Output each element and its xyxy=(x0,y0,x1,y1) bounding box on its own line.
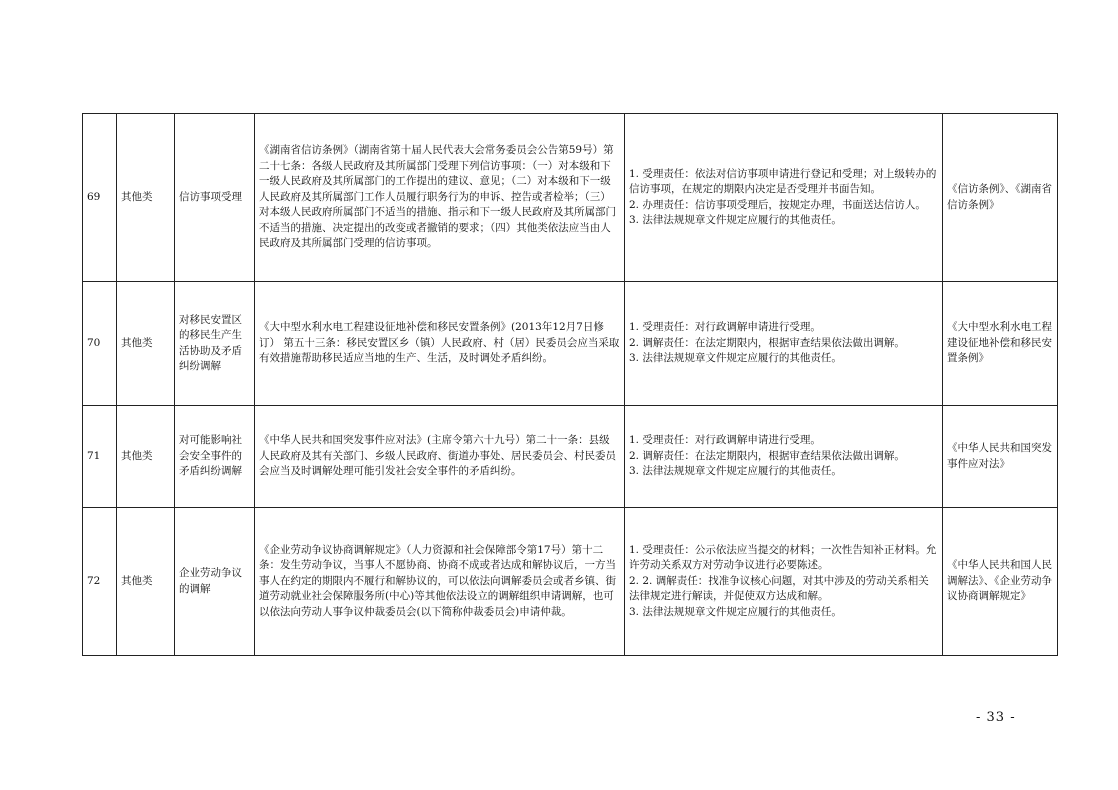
row-responsibilities xyxy=(625,406,943,508)
row-number: 71 xyxy=(83,406,117,508)
table-row xyxy=(83,282,1058,406)
responsibility-line: 1. 受理责任：依法对信访事项申请进行登记和受理；对上级转办的信访事项，在规定的期限内决定是否受理并书面告知。 xyxy=(629,167,937,195)
responsibility-line: 2. 办理责任：信访事项受理后，按规定办理，书面送达信访人。 xyxy=(629,198,926,211)
row-item-name: 信访事项受理 xyxy=(175,114,255,282)
row-number: 69 xyxy=(83,114,117,282)
row-category: 其他类 xyxy=(117,508,175,656)
row-legal-basis: 《中华人民共和国突发事件应对法》(主席令第六十九号）第二十一条：县级人民政府及其有关部门、乡级人民政府、街道办事处、居民委员会、村民委员会应当及时调解处理可能引发社会安全事件的矛盾纠纷。 xyxy=(255,406,625,508)
responsibility-line: 2. 调解责任：在法定期限内，根据审查结果依法做出调解。 xyxy=(629,336,905,349)
table-row xyxy=(83,406,1058,508)
row-category: 其他类 xyxy=(117,282,175,406)
row-category: 其他类 xyxy=(117,114,175,282)
row-responsibilities xyxy=(625,508,943,656)
row-legal-basis: 《湖南省信访条例》（湖南省第十届人民代表大会常务委员会公告第59号）第二十七条：各级人民政府及其所属部门受理下列信访事项：（一）对本级和下一级人民政府及其所属部门的工作提出的建议、意见；（二）对本级和下一级人民政府及其所属部门工作人员履行职务行为的申诉、控告或者检举；（三）对本级人民政府所属部门不适当的措施、指示和下一级人民政府及其所属部门不适当的措施、决定提出的改变或者撤销的要求；（四）其他类依法应当由人民政府及其所属部门受理的信访事项。 xyxy=(255,114,625,282)
row-item-name: 企业劳动争议的调解 xyxy=(175,508,255,656)
table-row xyxy=(83,508,1058,656)
row-reference: 《中华人民共和国人民调解法》、《企业劳动争议协商调解规定》 xyxy=(943,508,1058,656)
row-reference: 《中华人民共和国突发事件应对法》 xyxy=(943,406,1058,508)
responsibility-line: 3. 法律法规规章文件规定应履行的其他责任。 xyxy=(629,605,842,618)
responsibility-line: 1. 受理责任：公示依法应当提交的材料；一次性告知补正材料。允许劳动关系双方对劳动争议进行必要陈述。 xyxy=(629,543,937,572)
table-row xyxy=(83,114,1058,282)
page-number: - 33 - xyxy=(976,710,1016,725)
row-number: 70 xyxy=(83,282,117,406)
responsibility-table xyxy=(82,113,1058,656)
row-responsibilities xyxy=(625,114,943,282)
responsibility-line: 2. 调解责任：在法定期限内，根据审查结果依法做出调解。 xyxy=(629,449,905,462)
row-legal-basis: 《大中型水利水电工程建设征地补偿和移民安置条例》(2013年12月7日修订） 第五十三条：移民安置区乡（镇）人民政府、村（居）民委员会应当采取有效措施帮助移民适应当地的生产、生活，及时调处矛盾纠纷。 xyxy=(255,282,625,406)
row-item-name: 对移民安置区的移民生产生活协助及矛盾纠纷调解 xyxy=(175,282,255,406)
responsibility-line: 1. 受理责任：对行政调解申请进行受理。 xyxy=(629,434,821,447)
responsibility-line: 3. 法律法规规章文件规定应履行的其他责任。 xyxy=(629,214,842,226)
row-number: 72 xyxy=(83,508,117,656)
row-reference: 《大中型水利水电工程建设征地补偿和移民安置条例》 xyxy=(943,282,1058,406)
row-category: 其他类 xyxy=(117,406,175,508)
responsibility-line: 3. 法律法规规章文件规定应履行的其他责任。 xyxy=(629,352,842,365)
responsibility-line: 3. 法律法规规章文件规定应履行的其他责任。 xyxy=(629,465,842,478)
row-item-name: 对可能影响社会安全事件的矛盾纠纷调解 xyxy=(175,406,255,508)
responsibility-line: 1. 受理责任：对行政调解申请进行受理。 xyxy=(629,321,821,334)
row-reference: 《信访条例》、《湖南省信访条例》 xyxy=(943,114,1058,282)
row-legal-basis: 《企业劳动争议协商调解规定》（人力资源和社会保障部令第17号）第十二条：发生劳动争议，当事人不愿协商、协商不成或者达成和解协议后，一方当事人在约定的期限内不履行和解协议的，可以依法向调解委员会或者乡镇、街道劳动就业社会保障服务所(中心)等其他依法设立的调解组织申请调解，也可以依法向劳动人事争议仲裁委员会(以下简称仲裁委员会)申请仲裁。 xyxy=(255,508,625,656)
responsibility-line: 2. 2. 调解责任：找准争议核心问题，对其中涉及的劳动关系相关法律规定进行解读，并促使双方达成和解。 xyxy=(629,574,929,603)
row-responsibilities xyxy=(625,282,943,406)
